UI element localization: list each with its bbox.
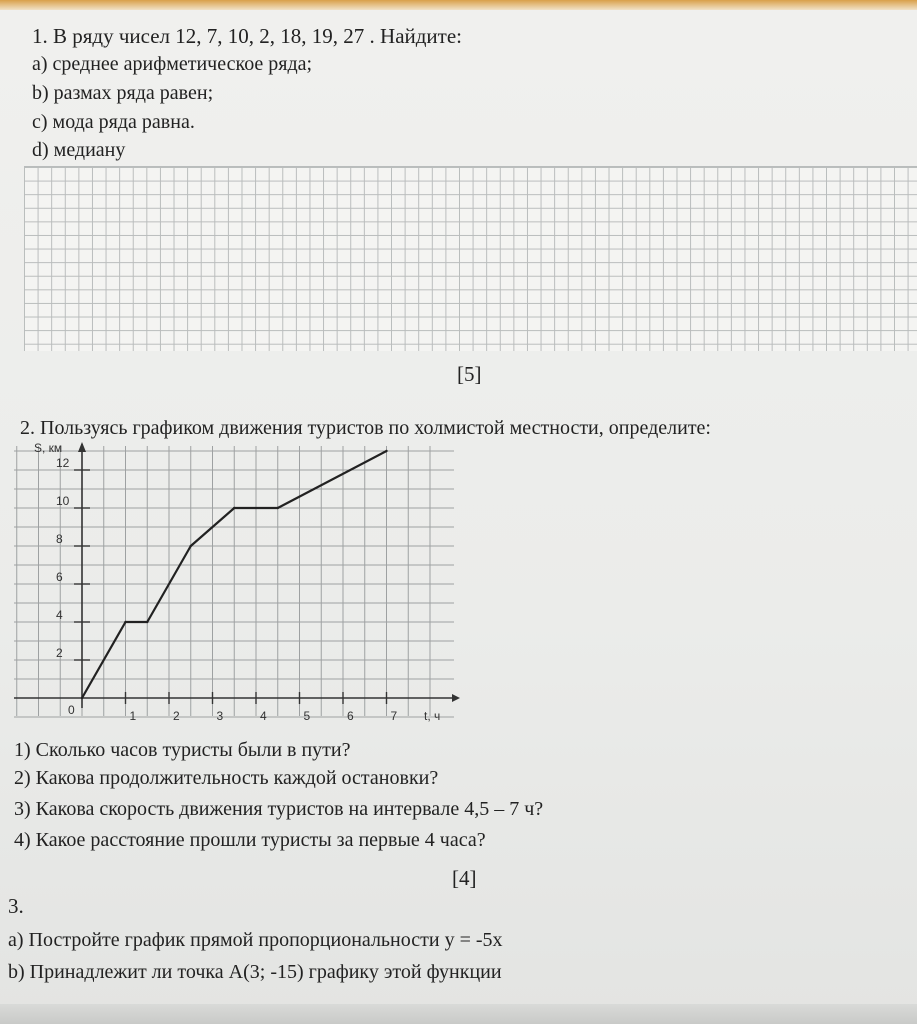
x-tick-label: 4 [260, 709, 267, 723]
task1-item-b: b) размах ряда равен; [32, 82, 214, 104]
series-point [385, 450, 387, 452]
series-point [124, 621, 126, 623]
task1-item-a: а) среднее арифметическое ряда; [32, 53, 313, 75]
y-tick-label: 2 [56, 646, 63, 660]
answer-grid [24, 166, 917, 351]
chart-grid [14, 446, 454, 717]
task2-question-3: 3) Какова скорость движения туристов на интервале 4,5 – 7 ч? [14, 798, 544, 820]
task1-item-c: c) мода ряда равна. [32, 111, 195, 133]
series-point [81, 697, 83, 699]
x-tick-label: 2 [173, 709, 180, 723]
y-tick-label: 10 [56, 494, 70, 508]
x-tick-label: 5 [303, 709, 311, 723]
series-point [190, 545, 192, 547]
x-axis-arrow [452, 694, 460, 702]
x-tick-label: 7 [390, 709, 398, 723]
task1-item-d: d) медиану [32, 139, 126, 161]
x-tick-label: 3 [216, 709, 224, 723]
origin-label: 0 [68, 703, 75, 717]
screen-bottom-strip [0, 1004, 917, 1024]
y-axis-arrow [78, 442, 86, 452]
task3-number: 3. [8, 894, 24, 918]
series-point [233, 507, 235, 509]
y-tick-label: 8 [56, 532, 63, 546]
task3-item-b: b) Принадлежит ли точка А(3; -15) графику этой функции [8, 961, 502, 983]
y-axis-label: S, км [34, 441, 63, 455]
y-tick-label: 4 [56, 608, 63, 622]
y-tick-label: 12 [56, 456, 70, 470]
chart-axes [14, 442, 460, 708]
x-axis-label: t, ч [424, 709, 441, 723]
series-point [277, 507, 279, 509]
task2-score: [4] [452, 866, 477, 890]
task3-item-a: а) Постройте график прямой пропорциональности у = -5х [8, 929, 503, 951]
task2-title: 2. Пользуясь графиком движения туристов по холмистой местности, определите: [20, 417, 711, 439]
x-tick-label: 6 [347, 709, 354, 723]
x-tick-label: 1 [129, 709, 137, 723]
chart-ticks [34, 441, 440, 723]
series-point [146, 621, 148, 623]
task1-score: [5] [457, 362, 482, 386]
task2-question-4: 4) Какое расстояние прошли туристы за первые 4 часа? [14, 829, 486, 851]
screen-top-bar [0, 0, 917, 10]
task2-question-2: 2) Какова продолжительность каждой остановки? [14, 767, 439, 789]
y-tick-label: 6 [56, 570, 63, 584]
task1-title: 1. В ряду чисел 12, 7, 10, 2, 18, 19, 27 . Найдите: [32, 24, 463, 48]
distance-time-chart [12, 440, 462, 730]
task2-question-1: 1) Сколько часов туристы были в пути? [14, 739, 351, 761]
